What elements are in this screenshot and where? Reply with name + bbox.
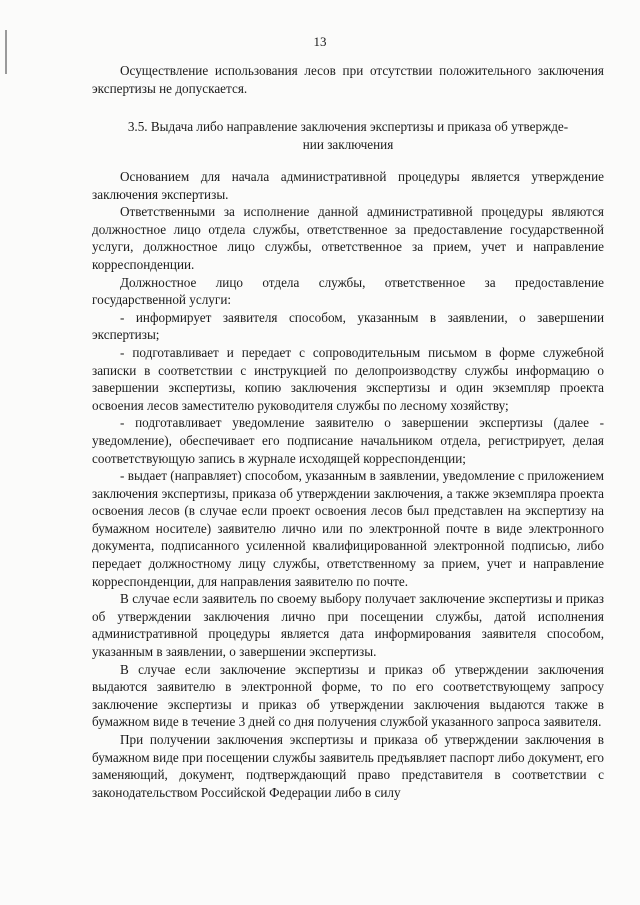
paragraph-personal-receipt: В случае если заявитель по своему выбору получает заключение экспертизы и приказ об утверждении заключения лично при посещении службы, датой исполнения административной процедуры является дата информирования заявителя способом, указанным в заявлении, о завершении экспертизы. — [92, 591, 604, 660]
bullet-prepare-transfer: - подготавливает и передает с сопроводительным письмом в форме служебной записки в соответствии с инструкцией по делопроизводству службы информацию о завершении экспертизы, копию заключения экспертизы и один экземпляр проекта освоения лесов заместителю руководителя службы по лесному хозяйству; — [92, 344, 604, 413]
intro-paragraph: Осуществление использования лесов при отсутствии положительного заключения экспертизы не допускается. — [92, 63, 604, 96]
bullet-prepare-notice: - подготавливает уведомление заявителю о завершении экспертизы (далее - уведомление), обеспечивает его подписание начальником отдела, регистрирует, делая соответствующую запись в журнале исходящей корреспонденции; — [92, 415, 604, 466]
section-heading-line-1: 3.5. Выдача либо направление заключения экспертизы и приказа об утвержде- — [127, 119, 569, 134]
paragraph-paper-form: При получении заключения экспертизы и приказа об утверждении заключения в бумажном виде при посещении службы заявитель предъявляет паспорт либо документ, его заменяющий, документ, подтверждающий право представителя в соответствии с законодательством Российской Федерации либо в силу — [92, 732, 604, 800]
paragraph-official: Должностное лицо отдела службы, ответственное за предоставление государственной услуги: — [92, 274, 604, 308]
paragraph-basis: Основанием для начала административной процедуры является утверждение заключения экспертизы. — [92, 169, 604, 202]
bullet-issue: - выдает (направляет) способом, указанным в заявлении, уведомление с приложением заключения экспертизы, приказа об утверждении заключения, а также экземпляра проекта освоения лесов (в случае если проект освоения лесов был представлен на экспертизу на бумажном носителе) заявителю лично или по электронной почте в виде электронного документа, подписанного усиленной квалифицированной электронной подписью, либо передает должностному лицу службы, ответственному за прием, учет и направление корреспонденции, для направления заявителю по почте. — [92, 468, 604, 589]
section-heading — [92, 118, 604, 153]
section-heading-line-2: нии заключения — [302, 136, 394, 152]
body-text — [92, 168, 604, 801]
paragraph-electronic-form: В случае если заключение экспертизы и приказ об утверждении заключения выдаются заявителю в электронной форме, то по его соответствующему запросу заключение экспертизы и приказ об утверждении заключения выдаются также в бумажном виде в течение 3 дней со дня получения службой указанного запроса заявителя. — [92, 661, 604, 730]
intro-block — [92, 62, 604, 97]
bullet-inform: - информирует заявителя способом, указанным в заявлении, о завершении экспертизы; — [92, 309, 604, 343]
paragraph-responsible: Ответственными за исполнение данной административной процедуры являются должностное лицо отдела службы, ответственное за предоставление государственной услуги, должностное лицо службы, ответственное за прием, учет и направление корреспонденции. — [92, 204, 604, 272]
page-number: 13 — [313, 34, 327, 49]
